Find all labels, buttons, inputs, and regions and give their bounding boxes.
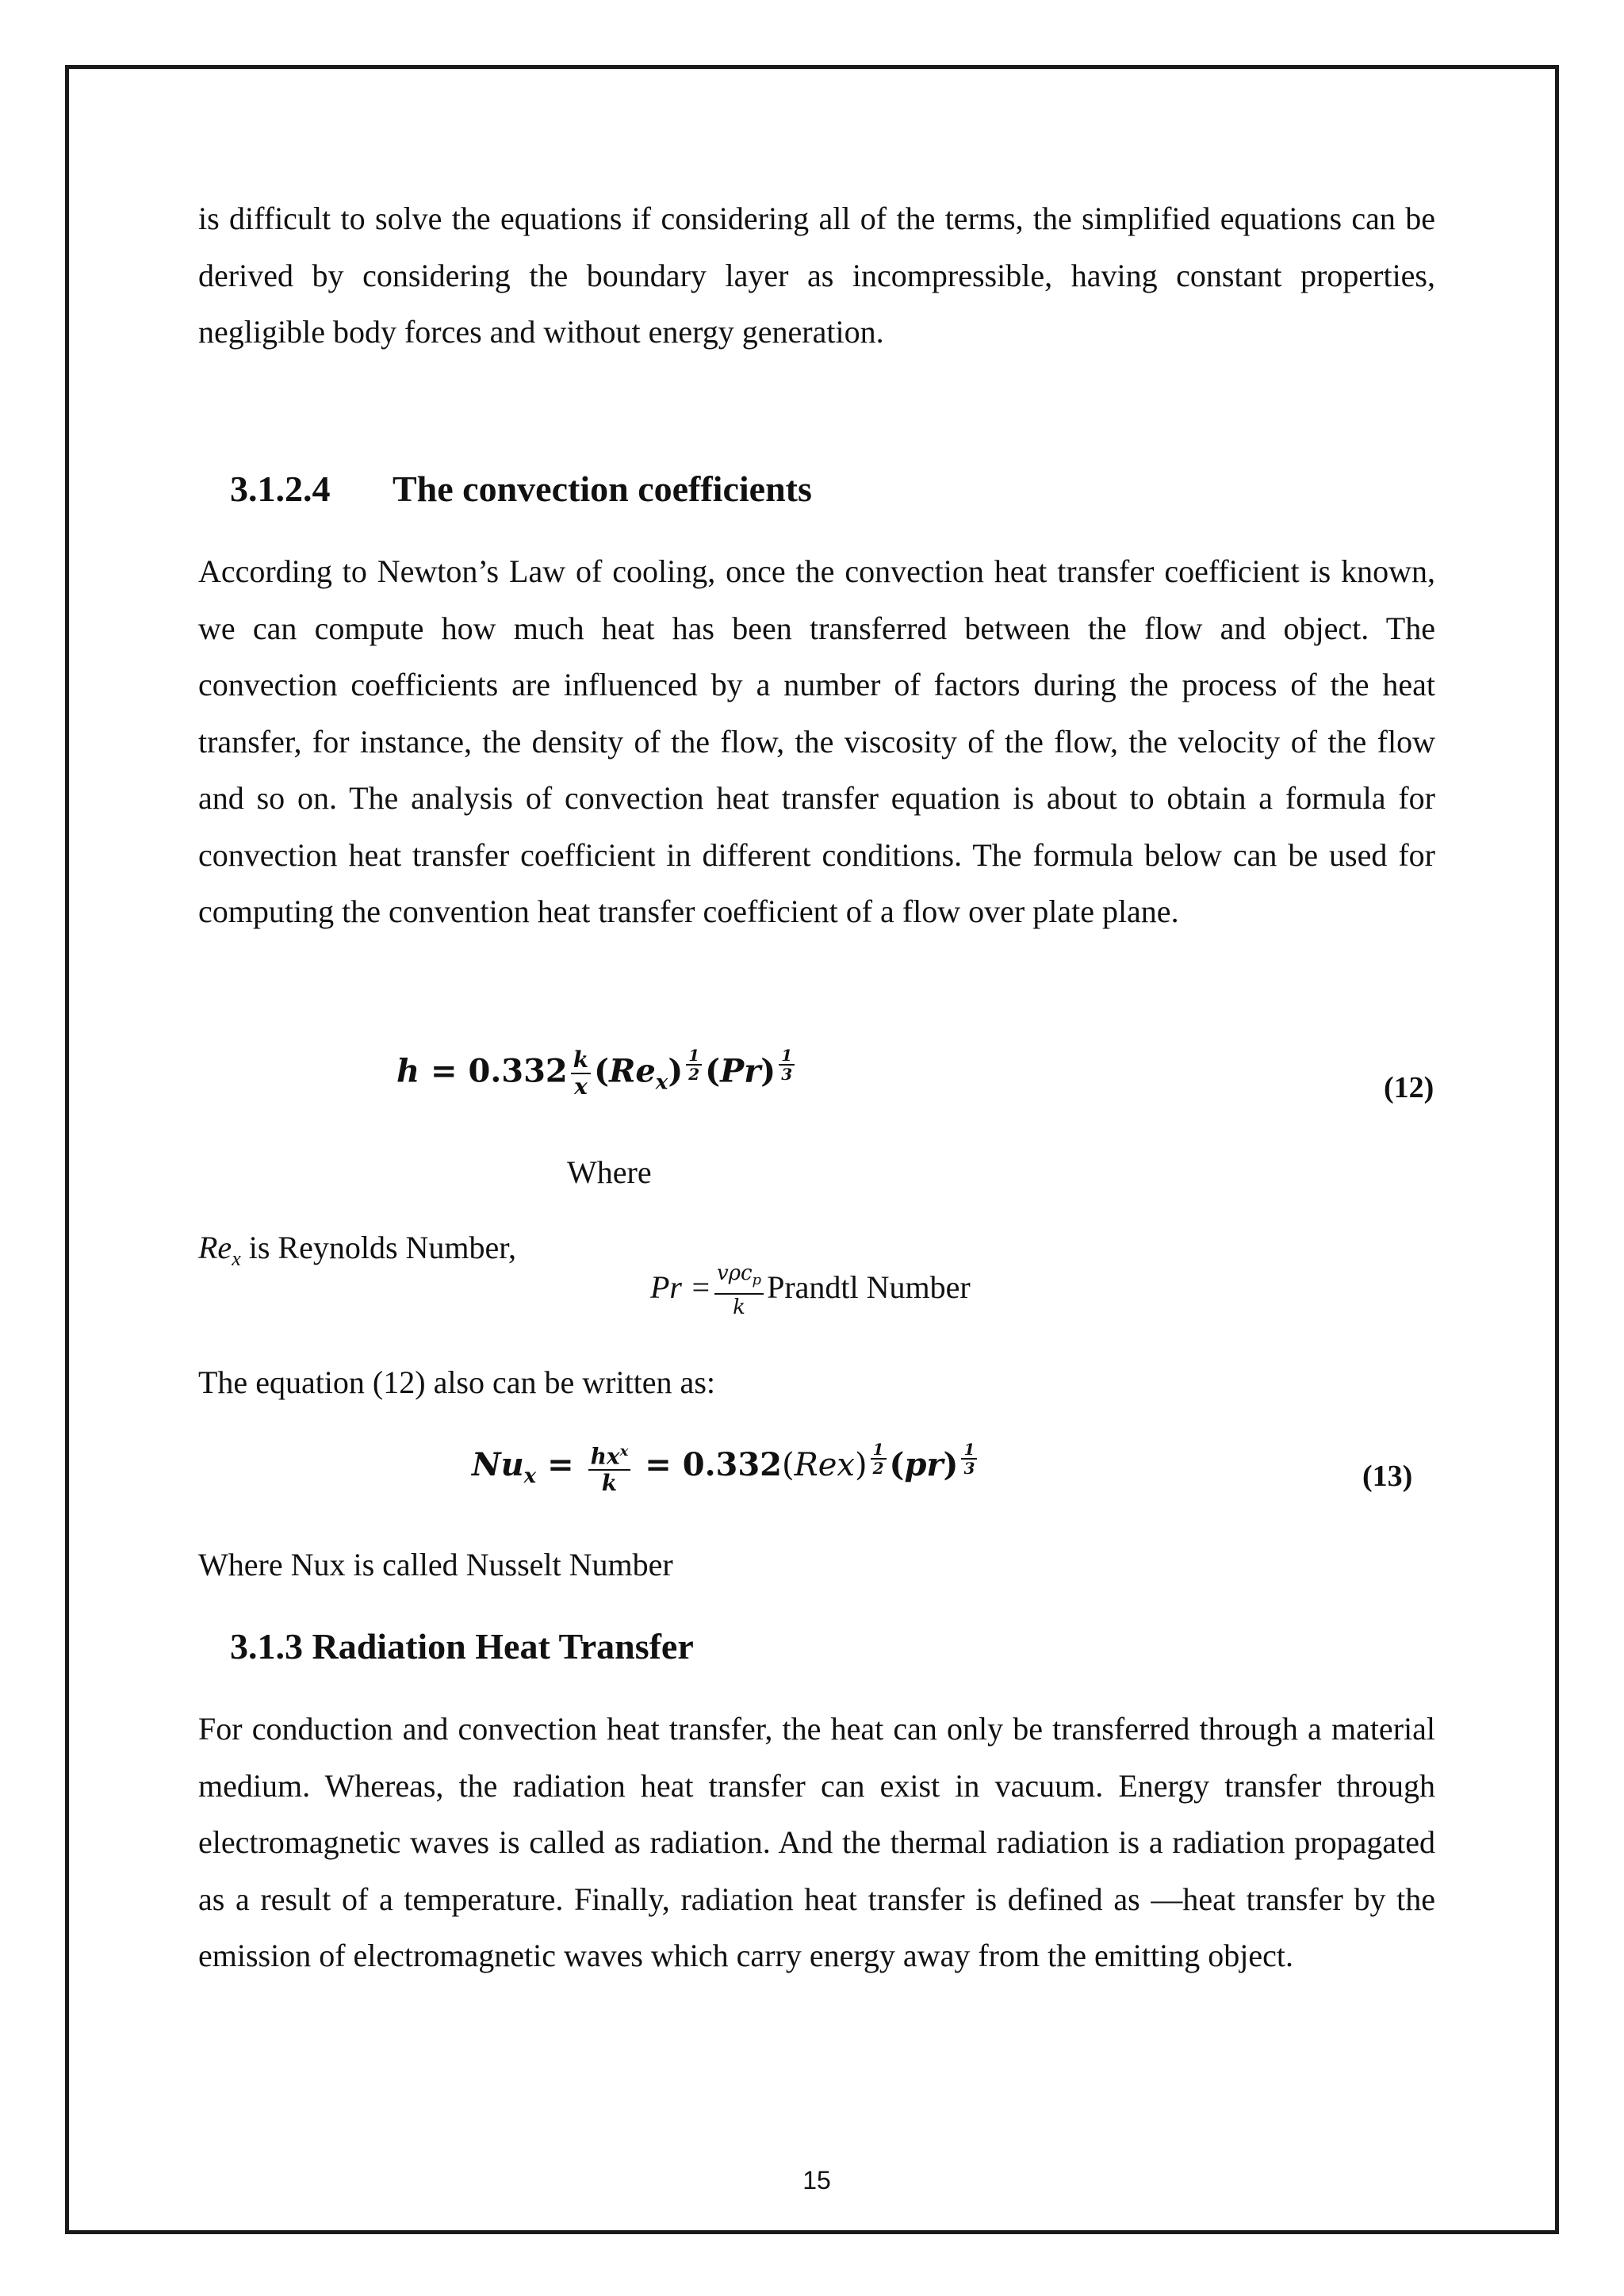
eq13-prandtl: pr — [904, 1446, 944, 1484]
eq12-fraction: $\frac{k}{x}$ — [571, 1047, 591, 1100]
section-heading-3-1-2-4 — [230, 468, 812, 510]
eq13-coefficient: 0.332 — [682, 1446, 783, 1484]
page-number: 15 — [802, 2166, 831, 2195]
prandtl-definition: Pr = $\frac{v\rho c_p}{k}$ Prandtl Number — [650, 1261, 971, 1320]
section-title: The convection coefficients — [393, 469, 812, 509]
eq12-reynolds: Re — [609, 1052, 656, 1090]
section-number: 3.1.3 — [230, 1626, 303, 1667]
eq13-lhs: Nu — [472, 1446, 524, 1484]
nusselt-line: Where Nux is called Nusselt Number — [198, 1547, 673, 1582]
prandtl-fraction: $\frac{v\rho c_p}{k}$ — [714, 1261, 764, 1320]
equation-13: $Nu_x$ = $\frac{hx^x}{k}$ = 0.332(Rex) $^{\frac{1}{2}}$ (pr) $^{\frac{1}{3}}$ — [472, 1439, 980, 1496]
intro-paragraph: is difficult to solve the equations if considering all of the terms, the simplified equations can be derived by considering the boundary layer as incompressible, having constant properties, negligible body forces and without energy generation. — [198, 201, 1435, 350]
radiation-paragraph: For conduction and convection heat transfer, the heat can only be transferred through a material medium. Whereas, the radiation heat transfer can exist in vacuum. Energy transfer through electromagnetic waves is called as radiation. And the thermal radiation is a radiation propagated as a result of a temperature. Finally, radiation heat transfer is defined as ―heat transfer by the emission of electromagnetic waves which carry energy away from the emitting object. — [198, 1711, 1435, 1973]
reynolds-definition: $Re_x$ is Reynolds Number, — [198, 1230, 516, 1270]
convection-paragraph: According to Newton’s Law of cooling, once the convection heat transfer coefficient is known, we can compute how much heat has been transferred between the flow and object. The convection coefficients are influenced by a number of factors during the process of the heat transfer, for instance, the density of the flow, the viscosity of the flow, the velocity of the flow and so on. The analysis of convection heat transfer equation is about to obtain a formula for convection heat transfer coefficient in different conditions. The formula below can be used for computing the convention heat transfer coefficient of a flow over plate plane. — [198, 553, 1435, 929]
equation-13-number: (13) — [1362, 1460, 1413, 1493]
equation-12: h = 0.332 $\frac{k}{x}$ $(Re_x)$ $^{\frac{1}{2}}$ (Pr) $^{\frac{1}{3}}$ — [396, 1047, 798, 1100]
section-number: 3.1.2.4 — [230, 469, 331, 509]
eq12-prandtl: Pr — [720, 1052, 761, 1090]
equation-rewrite-text: The equation (12) also can be written as: — [198, 1364, 715, 1400]
where-label: Where — [567, 1154, 652, 1190]
equation-12-number: (12) — [1384, 1071, 1434, 1104]
section-title: Radiation Heat Transfer — [312, 1626, 694, 1667]
eq12-coefficient: 0.332 — [468, 1052, 568, 1090]
eq13-reynolds: Rex — [794, 1447, 855, 1484]
eq13-fraction: $\frac{hx^x}{k}$ — [588, 1439, 631, 1496]
section-heading-3-1-3 — [230, 1625, 694, 1667]
eq12-lhs: h — [396, 1052, 420, 1090]
